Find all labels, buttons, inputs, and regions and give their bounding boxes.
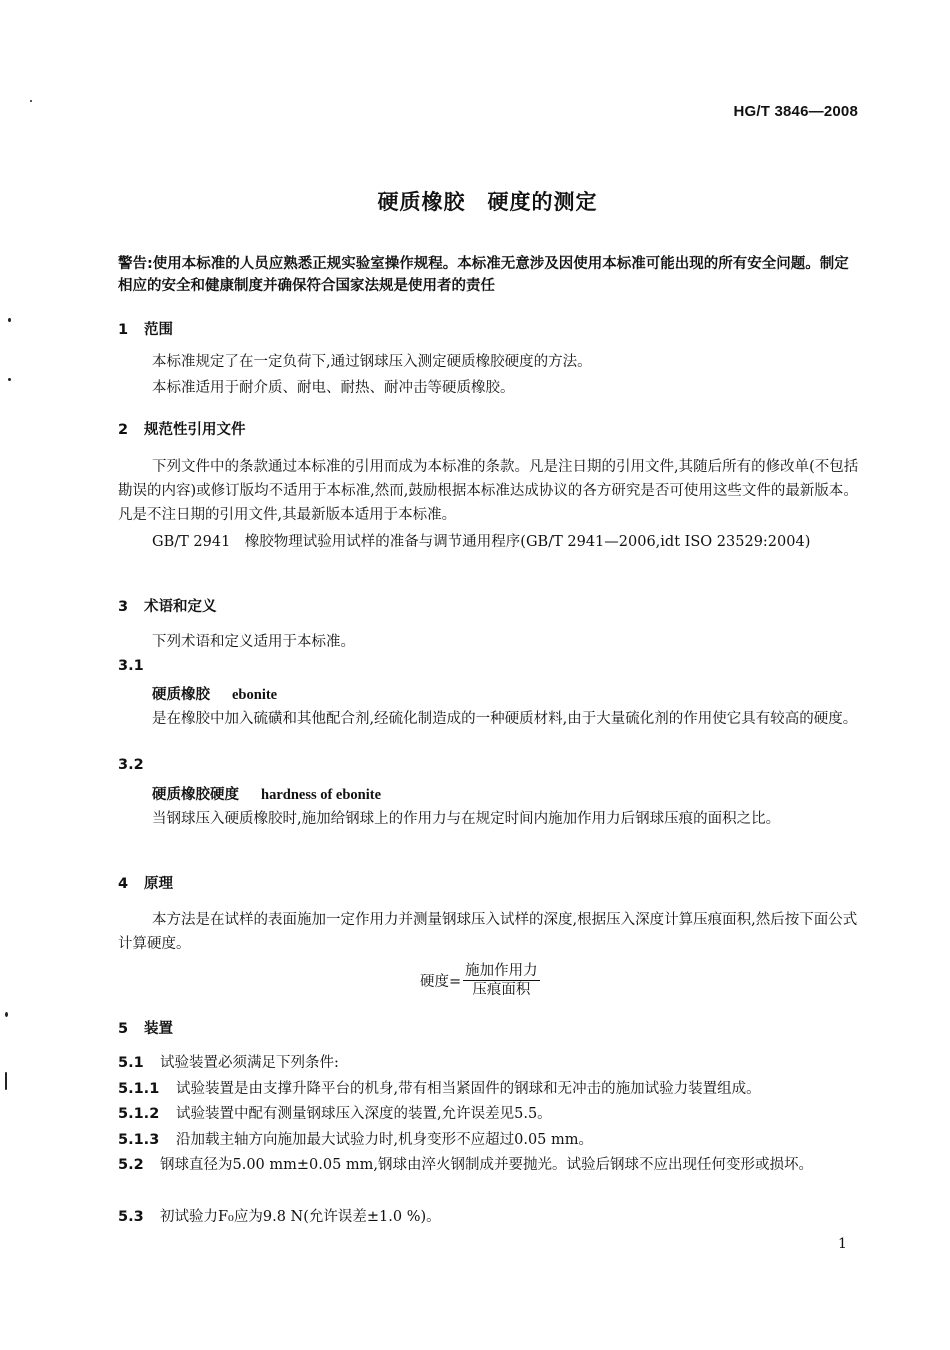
paragraph: 本标准规定了在一定负荷下,通过钢球压入测定硬质橡胶硬度的方法。: [152, 354, 592, 370]
clause-5-3: [118, 1206, 860, 1228]
clause-5-1-1: [118, 1078, 860, 1100]
clause-text: 试验装置中配有测量钢球压入深度的装置,允许误差见5.5。: [176, 1106, 552, 1122]
term-english: hardness of ebonite: [261, 787, 382, 803]
normative-reference: GB/T 2941 橡胶物理试验用试样的准备与调节通用程序(GB/T 2941—2006,idt ISO 23529:2004): [152, 534, 811, 550]
section-number: 2: [118, 422, 129, 438]
section-number: 1: [118, 322, 129, 338]
formula-denominator: 压痕面积: [472, 982, 531, 998]
paragraph: 本标准适用于耐介质、耐电、耐热、耐冲击等硬质橡胶。: [152, 380, 515, 396]
term-definition: 是在橡胶中加入硫磺和其他配合剂,经硫化制造成的一种硬质材料,由于大量硫化剂的作用使它具有较高的硬度。: [152, 711, 858, 727]
clause-5-1-2: [118, 1103, 860, 1125]
section-number: 4: [118, 876, 129, 892]
page-number: 1: [838, 1236, 847, 1252]
clause-number: 5.1.1: [118, 1081, 160, 1097]
clause-number: 5.1.2: [118, 1106, 160, 1122]
term-chinese: 硬质橡胶: [152, 687, 210, 703]
term-entry: [152, 683, 277, 704]
paragraph: 下列术语和定义适用于本标准。: [152, 634, 355, 650]
clause-5-2: [118, 1154, 860, 1176]
term-entry: [152, 783, 381, 804]
formula-fraction: [463, 962, 540, 999]
hardness-formula: [420, 962, 540, 999]
document-title: 硬质橡胶 硬度的测定: [377, 190, 598, 214]
term-definition: 当钢球压入硬质橡胶时,施加给钢球上的作用力与在规定时间内施加作用力后钢球压痕的面积之比。: [152, 811, 781, 827]
scan-speck: [8, 378, 11, 381]
clause-text: 钢球直径为5.00 mm±0.05 mm,钢球由淬火钢制成并要抛光。试验后钢球不应出现任何变形或损坏。: [160, 1157, 814, 1173]
clause-5-1: [118, 1052, 860, 1074]
clause-number: 5.1.3: [118, 1132, 160, 1148]
clause-number: 3.1: [118, 658, 144, 674]
term-english: ebonite: [232, 687, 278, 703]
clause-number: 5.2: [118, 1157, 144, 1173]
clause-text: 初试验力F₀应为9.8 N(允许误差±1.0 %)。: [160, 1209, 441, 1225]
clause-text: 沿加载主轴方向施加最大试验力时,机身变形不应超过0.05 mm。: [176, 1132, 594, 1148]
scan-speck: [5, 1012, 8, 1017]
section-1-heading: [118, 318, 173, 339]
clause-number: 3.2: [118, 757, 144, 773]
scan-speck: [30, 100, 32, 102]
section-4-heading: [118, 872, 173, 893]
clause-text: 试验装置必须满足下列条件:: [160, 1055, 339, 1071]
section-title: 范围: [144, 322, 173, 338]
formula-lhs: 硬度=: [420, 974, 462, 990]
scan-speck: [5, 1072, 7, 1090]
section-number: 5: [118, 1021, 129, 1037]
clause-number: 5.3: [118, 1209, 144, 1225]
section-2-heading: [118, 418, 246, 439]
section-number: 3: [118, 599, 129, 615]
term-chinese: 硬质橡胶硬度: [152, 787, 239, 803]
section-title: 术语和定义: [144, 599, 217, 615]
section-5-heading: [118, 1017, 173, 1038]
warning-text: 警告:使用本标准的人员应熟悉正规实验室操作规程。本标准无意涉及因使用本标准可能出现的所有安全问题。制定相应的安全和健康制度并确保符合国家法规是使用者的责任: [118, 256, 849, 294]
clause-text: 试验装置是由支撑升降平台的机身,带有相当紧固件的钢球和无冲击的施加试验力装置组成。: [176, 1081, 761, 1097]
formula-numerator: 施加作用力: [465, 963, 538, 979]
scan-speck: [8, 318, 11, 322]
standard-code: HG/T 3846—2008: [733, 103, 858, 120]
section-title: 规范性引用文件: [144, 422, 246, 438]
paragraph: 本方法是在试样的表面施加一定作用力并测量钢球压入试样的深度,根据压入深度计算压痕面积,然后按下面公式计算硬度。: [118, 912, 858, 952]
clause-5-1-3: [118, 1129, 860, 1151]
section-title: 原理: [144, 876, 173, 892]
clause-number: 5.1: [118, 1055, 144, 1071]
section-title: 装置: [144, 1021, 173, 1037]
section-3-heading: [118, 595, 217, 616]
paragraph: 下列文件中的条款通过本标准的引用而成为本标准的条款。凡是注日期的引用文件,其随后所有的修改单(不包括勘误的内容)或修订版均不适用于本标准,然而,鼓励根据本标准达成协议的各方研究是否可使用这些文件的最新版本。凡是不注日期的引用文件,其最新版本适用于本标准。: [118, 459, 859, 523]
